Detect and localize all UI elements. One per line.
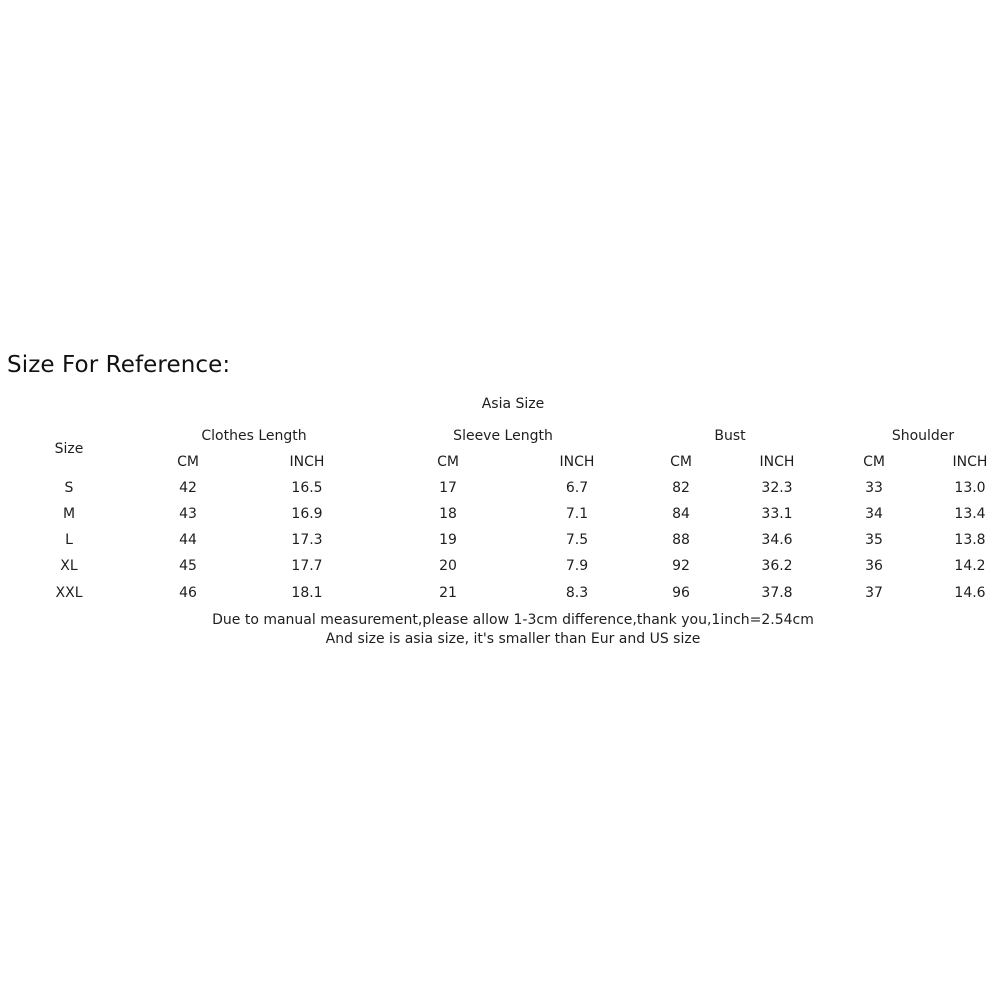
table-cell: 7.1 <box>565 506 589 522</box>
table-cell: 35 <box>865 532 883 548</box>
unit-header: INCH <box>289 454 325 470</box>
measurement-note: Due to manual measurement,please allow 1-3cm difference,thank you,1inch=2.54cm <box>212 612 814 628</box>
table-cell: 14.2 <box>954 558 986 574</box>
table-cell: 13.4 <box>954 506 986 522</box>
unit-header: CM <box>670 454 692 470</box>
unit-header: INCH <box>952 454 988 470</box>
table-cell: 18.1 <box>291 585 323 601</box>
unit-header: CM <box>863 454 885 470</box>
group-header: Bust <box>714 428 746 444</box>
group-header: Shoulder <box>891 428 955 444</box>
size-label: M <box>62 506 76 522</box>
unit-header: INCH <box>759 454 795 470</box>
table-cell: 16.5 <box>291 480 323 496</box>
table-cell: 36.2 <box>761 558 793 574</box>
table-cell: 34 <box>865 506 883 522</box>
table-cell: 17.3 <box>291 532 323 548</box>
size-label: S <box>64 480 74 496</box>
unit-header: CM <box>437 454 459 470</box>
group-header: Sleeve Length <box>453 428 553 444</box>
table-cell: 14.6 <box>954 585 986 601</box>
size-column-header: Size <box>54 441 84 457</box>
table-cell: 18 <box>439 506 457 522</box>
table-cell: 36 <box>865 558 883 574</box>
size-label: XXL <box>55 585 83 601</box>
table-cell: 13.0 <box>954 480 986 496</box>
table-cell: 43 <box>179 506 197 522</box>
table-caption: Asia Size <box>481 396 545 412</box>
table-cell: 33 <box>865 480 883 496</box>
group-header: Clothes Length <box>201 428 307 444</box>
table-cell: 92 <box>672 558 690 574</box>
table-cell: 7.9 <box>565 558 589 574</box>
page-title: Size For Reference: <box>7 352 231 378</box>
table-cell: 45 <box>179 558 197 574</box>
table-cell: 21 <box>439 585 457 601</box>
table-cell: 19 <box>439 532 457 548</box>
table-cell: 13.8 <box>954 532 986 548</box>
table-cell: 96 <box>672 585 690 601</box>
table-cell: 16.9 <box>291 506 323 522</box>
unit-header: CM <box>177 454 199 470</box>
table-cell: 8.3 <box>565 585 589 601</box>
table-cell: 88 <box>672 532 690 548</box>
table-cell: 20 <box>439 558 457 574</box>
table-cell: 37.8 <box>761 585 793 601</box>
table-cell: 42 <box>179 480 197 496</box>
table-cell: 17 <box>439 480 457 496</box>
table-cell: 32.3 <box>761 480 793 496</box>
size-label: L <box>65 532 73 548</box>
table-cell: 33.1 <box>761 506 793 522</box>
table-cell: 44 <box>179 532 197 548</box>
table-cell: 82 <box>672 480 690 496</box>
unit-header: INCH <box>559 454 595 470</box>
table-cell: 7.5 <box>565 532 589 548</box>
table-cell: 37 <box>865 585 883 601</box>
table-cell: 84 <box>672 506 690 522</box>
size-note: And size is asia size, it's smaller than Eur and US size <box>325 631 701 647</box>
table-cell: 46 <box>179 585 197 601</box>
table-cell: 6.7 <box>565 480 589 496</box>
size-label: XL <box>60 558 78 574</box>
table-cell: 17.7 <box>291 558 323 574</box>
table-cell: 34.6 <box>761 532 793 548</box>
